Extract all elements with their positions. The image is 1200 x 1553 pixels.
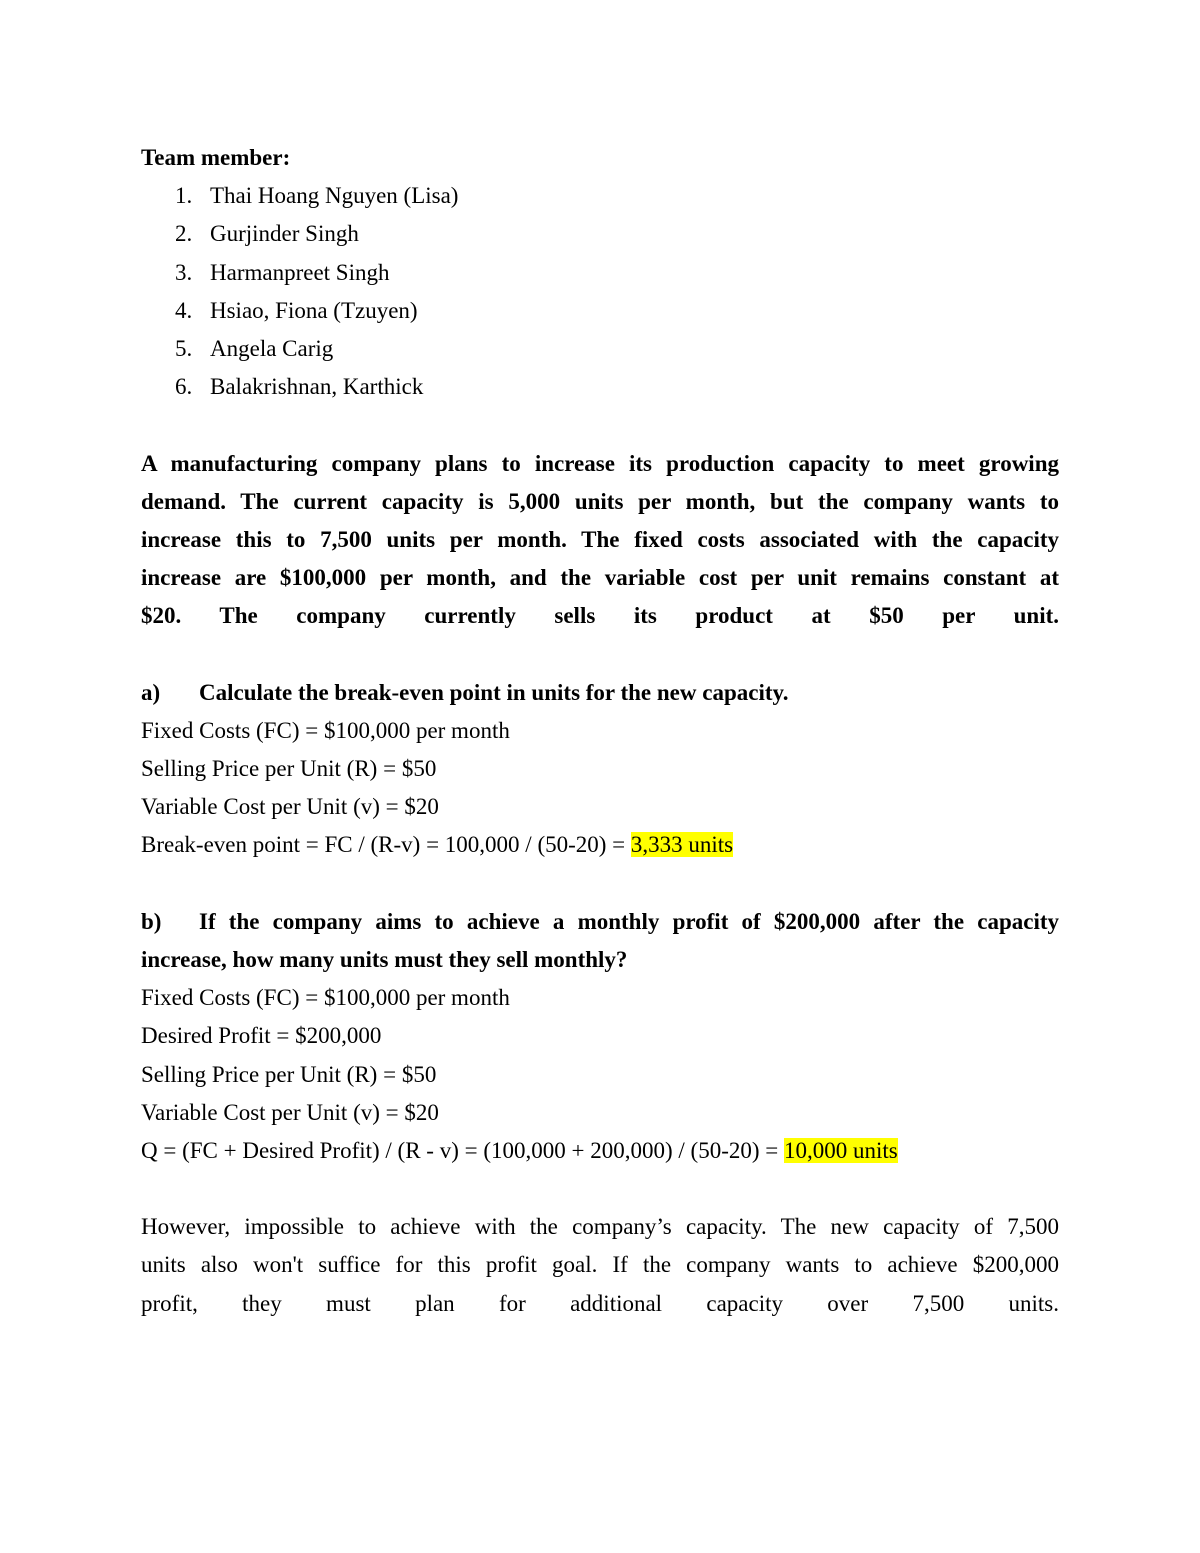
problem-line: demand. The current capacity is 5,000 units per month, but the company wants to [141, 488, 1059, 514]
team-member [141, 215, 1059, 253]
spacer [141, 635, 1059, 673]
member-name: Thai Hoang Nguyen (Lisa) [210, 183, 459, 209]
part-b-line: Selling Price per Unit (R) = $50 [141, 1061, 437, 1087]
problem-line: increase are $100,000 per month, and the variable cost per unit remains constant at [141, 565, 1059, 591]
part-a-answer: 3,333 units [630, 832, 734, 858]
part-b-formula-text: Q = (FC + Desired Profit) / (R - v) = (100,000 + 200,000) / (50-20) = [141, 1137, 784, 1163]
team-member [141, 292, 1059, 330]
member-name: Angela Carig [210, 335, 334, 361]
part-a-line: Fixed Costs (FC) = $100,000 per month [141, 717, 510, 743]
part-b-question-text: If the company aims to achieve a monthly profit of $200,000 after the capacity [199, 908, 1059, 934]
part-b-question [141, 903, 1059, 941]
part-a-label: a) [141, 679, 161, 705]
part-a-question [141, 674, 1059, 712]
list-number: 4. [175, 297, 193, 323]
list-number: 5. [175, 335, 193, 361]
problem-statement [141, 445, 1059, 636]
part-a-formula-text: Break-even point = FC / (R-v) = 100,000 / (50-20) = [141, 832, 631, 858]
team-member [141, 177, 1059, 215]
team-member [141, 330, 1059, 368]
part-b-line: Variable Cost per Unit (v) = $20 [141, 1099, 439, 1125]
conclusion [141, 1208, 1059, 1323]
part-b-line: Fixed Costs (FC) = $100,000 per month [141, 985, 510, 1011]
part-a-question-text: Calculate the break-even point in units for the new capacity. [199, 679, 789, 705]
list-number: 6. [175, 374, 193, 400]
problem-line: increase this to 7,500 units per month. The fixed costs associated with the capacity [141, 526, 1059, 552]
part-b-formula [141, 1132, 1059, 1170]
spacer [141, 406, 1059, 444]
team-heading: Team member: [141, 145, 291, 170]
list-number: 2. [175, 221, 193, 247]
part-b-label: b) [141, 908, 162, 934]
problem-line: A manufacturing company plans to increase its production capacity to meet growing [141, 450, 1059, 476]
member-name: Harmanpreet Singh [210, 259, 390, 285]
member-name: Hsiao, Fiona (Tzuyen) [210, 297, 418, 323]
team-list [141, 177, 1059, 406]
list-number: 1. [175, 183, 193, 209]
team-member [141, 254, 1059, 292]
part-b-line: Desired Profit = $200,000 [141, 1023, 382, 1049]
team-member [141, 368, 1059, 406]
document-content [141, 139, 1059, 1323]
part-a-line: Selling Price per Unit (R) = $50 [141, 756, 437, 781]
spacer [141, 1170, 1059, 1208]
conclusion-line: profit, they must plan for additional capacity over 7,500 units. [141, 1290, 1059, 1316]
member-name: Balakrishnan, Karthick [210, 374, 424, 400]
conclusion-line: However, impossible to achieve with the company’s capacity. The new capacity of 7,500 [141, 1214, 1059, 1240]
list-number: 3. [175, 259, 193, 285]
conclusion-line: units also won't suffice for this profit goal. If the company wants to achieve $200,000 [141, 1252, 1059, 1278]
part-a-line: Variable Cost per Unit (v) = $20 [141, 794, 439, 820]
part-a-formula [141, 826, 1059, 864]
part-b-answer: 10,000 units [783, 1137, 898, 1163]
member-name: Gurjinder Singh [210, 221, 359, 247]
spacer [141, 865, 1059, 903]
problem-line: $20. The company currently sells its product at $50 per unit. [141, 603, 1059, 629]
part-b-question-cont: increase, how many units must they sell monthly? [141, 946, 628, 972]
